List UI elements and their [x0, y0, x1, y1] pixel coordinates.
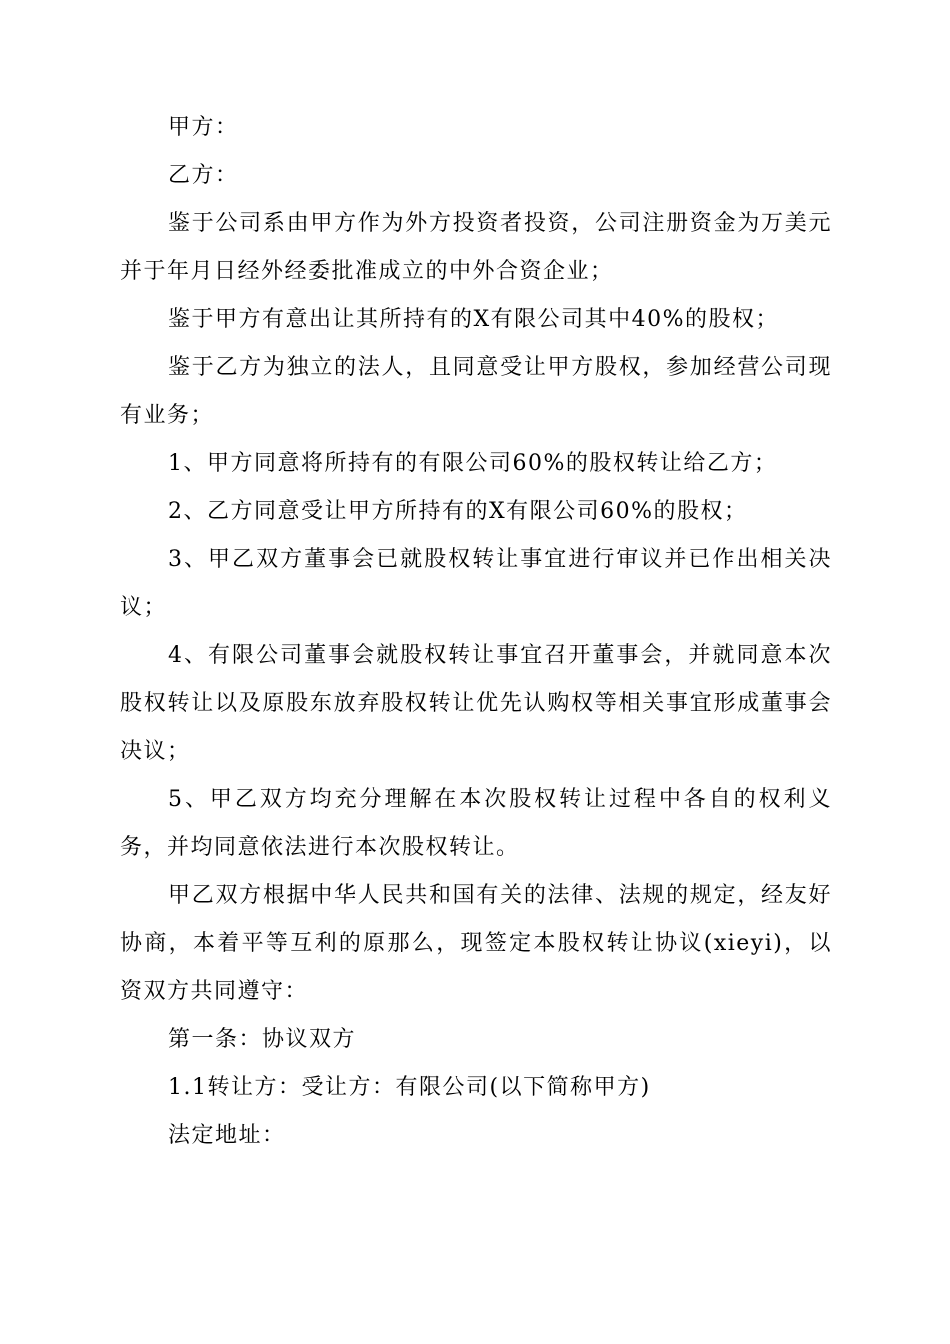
item-3-paragraph: 3、甲乙双方董事会已就股权转让事宜进行审议并已作出相关决议； [120, 547, 832, 620]
agreement-basis-paragraph: 甲乙双方根据中华人民共和国有关的法律、法规的规定，经友好协商，本着平等互利的原那么，现签定本股权转让协议(xieyi)，以资双方共同遵守： [120, 883, 832, 1004]
item-4-paragraph: 4、有限公司董事会就股权转让事宜召开董事会，并就同意本次股权转让以及原股东放弃股权转让优先认购权等相关事宜形成董事会决议； [120, 643, 832, 764]
party-b-line: 乙方： [168, 163, 239, 188]
item-5-paragraph: 5、甲乙双方均充分理解在本次股权转让过程中各自的权利义务，并均同意依法进行本次股权转让。 [120, 787, 832, 860]
recital-transfer-intent-paragraph: 鉴于甲方有意出让其所持有的X有限公司其中40%的股权； [168, 307, 780, 332]
party-a-line: 甲方： [168, 115, 239, 140]
item-1-paragraph: 1、甲方同意将所持有的有限公司60%的股权转让给乙方； [168, 451, 778, 476]
clause-1-1-paragraph: 1.1转让方：受让方：有限公司(以下简称甲方) [168, 1075, 651, 1100]
legal-address-line: 法定地址： [168, 1123, 286, 1148]
recital-company-paragraph: 鉴于公司系由甲方作为外方投资者投资，公司注册资金为万美元并于年月日经外经委批准成立的中外合资企业； [120, 211, 832, 284]
recital-party-b-paragraph: 鉴于乙方为独立的法人，且同意受让甲方股权，参加经营公司现有业务； [120, 355, 832, 428]
item-2-paragraph: 2、乙方同意受让甲方所持有的X有限公司60%的股权； [168, 499, 748, 524]
article-1-heading: 第一条：协议双方 [168, 1027, 357, 1052]
document-page [120, 104, 832, 1160]
